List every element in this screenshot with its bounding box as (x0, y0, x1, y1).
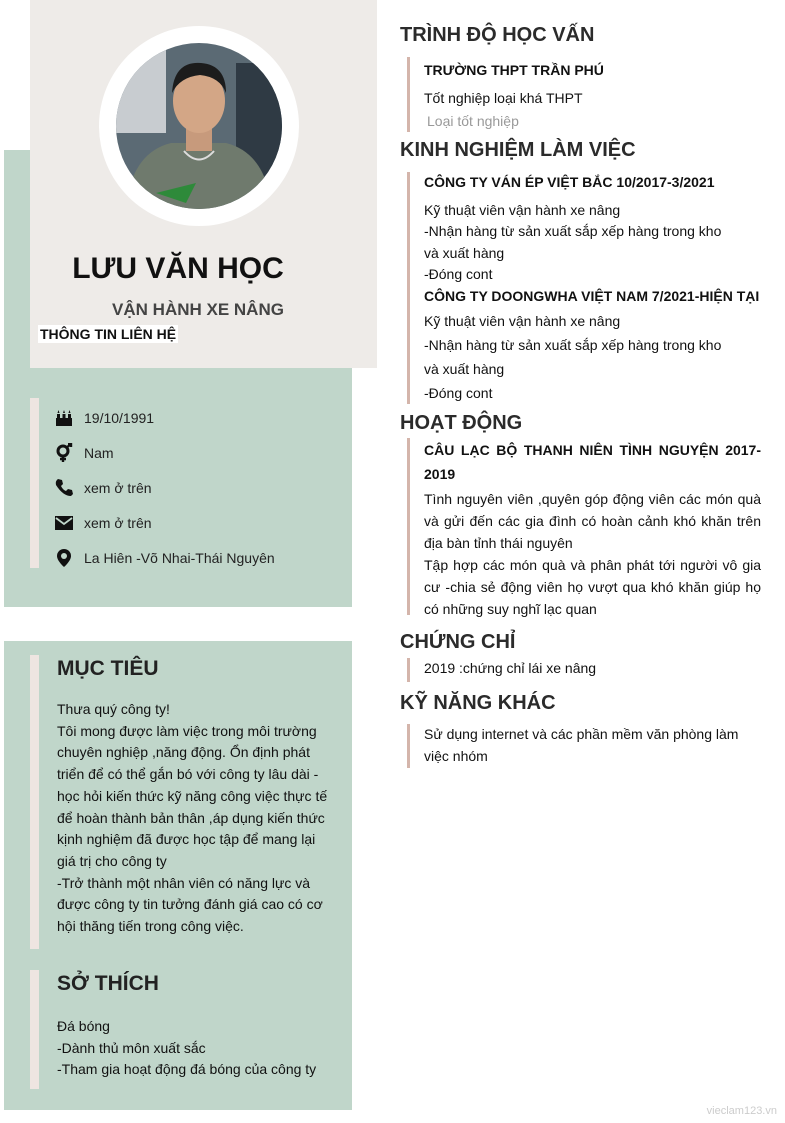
activities-heading: HOẠT ĐỘNG (400, 412, 523, 434)
hobby-line: Đá bóng (57, 1018, 110, 1034)
education-detail: Tốt nghiệp loại khá THPT (424, 90, 583, 106)
experience-heading: KINH NGHIỆM LÀM VIỆC (400, 139, 636, 161)
activities-block (407, 438, 761, 615)
candidate-position: VẬN HÀNH XE NÂNG (112, 300, 284, 319)
activity-line: Tình nguyên viên ,quyên góp động viên các món quà và gửi đến các gia đình có hoàn cảnh khó khăn trên địa bàn tỉnh thái nguyên (424, 491, 761, 551)
contact-value: La Hiên -Võ Nhai-Thái Nguyên (84, 549, 275, 566)
skills-block (407, 724, 761, 768)
certificates-block (407, 658, 596, 682)
email-icon (54, 513, 74, 533)
job-line: và xuất hàng (424, 244, 505, 261)
skills-heading: KỸ NĂNG KHÁC (400, 692, 556, 714)
hobby-line: -Tham gia hoạt động đá bóng của công ty (57, 1061, 317, 1078)
objective-heading: MỤC TIÊU (57, 657, 159, 680)
contact-value: 19/10/1991 (84, 409, 155, 426)
job-line: -Đóng cont (424, 385, 493, 401)
birthday-cake-icon (54, 408, 74, 428)
objective-line: Tôi mong được làm việc trong môi trường chuyên nghiệp ,năng động. Ổn định phát triển để có thể gắn bó với công ty lâu dài - học hỏi kiến thức kỹ năng công việc thực tế để hoàn thành bản thân ,áp dụng kiến thức kịnh nghiệm đã được học tập để mang lại giá trị cho công ty (57, 722, 328, 869)
watermark: vieclam123.vn (706, 1105, 777, 1117)
hobbies-section (57, 972, 342, 1081)
certificate-line: 2019 :chứng chỉ lái xe nâng (424, 660, 597, 676)
job-line: Kỹ thuật viên vận hành xe nâng (424, 201, 621, 218)
phone-icon (54, 478, 74, 498)
section-bar (30, 398, 39, 568)
education-heading: TRÌNH ĐỘ HỌC VẤN (400, 24, 595, 46)
avatar (99, 26, 299, 226)
job-title: CÔNG TY DOONGWHA VIỆT NAM 7/2021-HIỆN TẠI (424, 287, 760, 304)
school-name: TRƯỜNG THPT TRẦN PHÚ (424, 62, 604, 78)
hobbies-heading: SỞ THÍCH (57, 972, 159, 995)
experience-block (407, 172, 759, 404)
contact-value: Nam (84, 444, 114, 461)
certificates-heading: CHỨNG CHỈ (400, 631, 516, 653)
job-line: Kỹ thuật viên vận hành xe nâng (424, 313, 621, 329)
education-block (407, 57, 604, 132)
job-title: CÔNG TY VÁN ÉP VIỆT BẮC 10/2017-3/2021 (424, 174, 715, 190)
contact-list (54, 400, 275, 575)
objective-line: -Trở thành một nhân viên có năng lực và được công ty tin tưởng đánh giá cao có cơ hội thăng tiến trong công việc. (57, 874, 323, 935)
objective-line: Thưa quý công ty! (57, 701, 170, 717)
contact-value: xem ở trên (84, 479, 152, 496)
objective-section (57, 657, 337, 938)
hobby-line: -Dành thủ môn xuất sắc (57, 1039, 206, 1056)
contact-value: xem ở trên (84, 514, 152, 531)
gender-icon (54, 443, 74, 463)
job-line: -Đóng cont (424, 266, 493, 282)
contact-email (54, 505, 275, 540)
job-line: -Nhận hàng từ sản xuất sắp xếp hàng trong kho (424, 223, 722, 239)
activity-line: Tập hợp các món quà và phân phát tới người vô gia cư -chia sẻ động viên họ vượt qua khó khăn giúp họ có những suy nghĩ lạc quan (424, 557, 761, 617)
job-line: và xuất hàng (424, 361, 505, 377)
contact-phone (54, 470, 275, 505)
education-type-placeholder[interactable]: Loại tốt nghiệp (427, 113, 519, 129)
activity-title: CÂU LẠC BỘ THANH NIÊN TÌNH NGUYỆN 2017-2019 (424, 442, 761, 482)
skill-line: Sử dụng internet và các phần mềm văn phòng làm việc nhóm (424, 726, 739, 764)
section-bar (30, 970, 39, 1089)
contact-address (54, 540, 275, 575)
location-icon (54, 548, 74, 568)
contact-gender (54, 435, 275, 470)
candidate-name: LƯU VĂN HỌC (72, 252, 284, 285)
section-bar (30, 655, 39, 949)
contact-heading: THÔNG TIN LIÊN HỆ (40, 326, 177, 342)
contact-birthday (54, 400, 275, 435)
job-line: -Nhận hàng từ sản xuất sắp xếp hàng trong kho (424, 337, 722, 353)
